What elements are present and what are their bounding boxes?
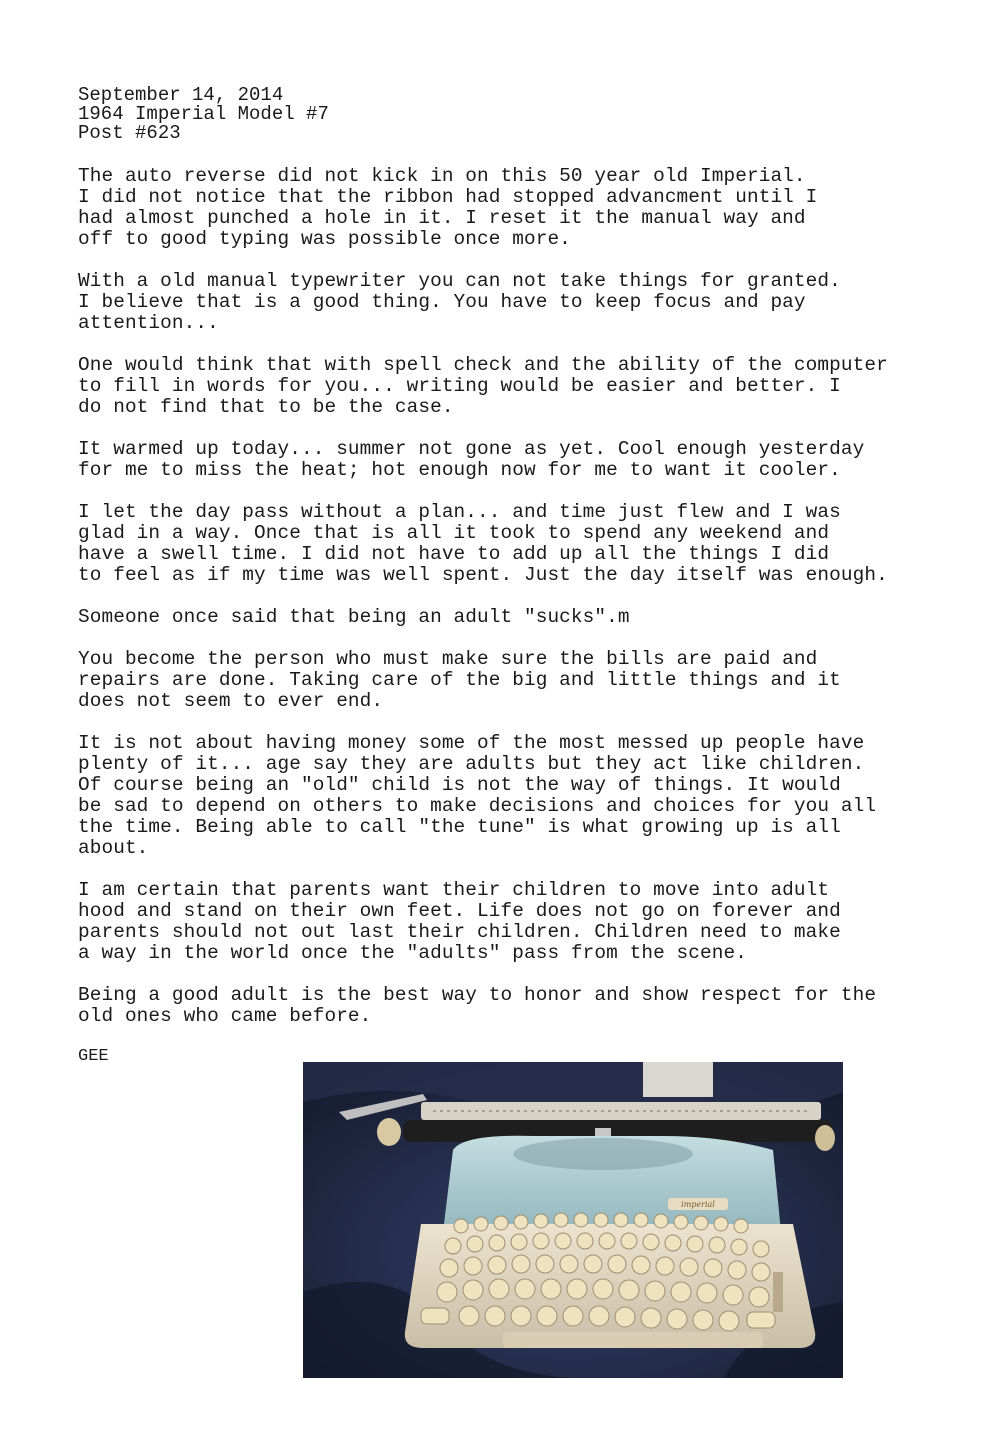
letter-header [78,86,329,143]
paper-bail [421,1102,821,1120]
paragraph-10: Being a good adult is the best way to honor and show respect for the old ones who came before. [78,984,877,1027]
paragraph-7: You become the person who must make sure the bills are paid and repairs are done. Taking care of the big and little things and it does not seem to ever end. [78,648,841,712]
paragraph-2: With a old manual typewriter you can not take things for granted. I believe that is a good thing. You have to keep focus and pay attention... [78,270,841,334]
letter-body [78,166,958,1048]
typewriter-illustration [303,1062,843,1378]
paragraph-3: One would think that with spell check and the ability of the computer to fill in words for you... writing would be easier and better. I do not find that to be the case. [78,354,888,418]
platen-knob-right [815,1125,835,1151]
post-number: Post #623 [78,122,181,144]
typewriter-photo [303,1062,843,1378]
paragraph-1: The auto reverse did not kick in on this 50 year old Imperial. I did not notice that the ribbon had stopped advancment until I had almost punched a hole in it. I reset it the manual way and off to good typing was possible once more. [78,165,818,250]
background-object [643,1062,713,1097]
paragraph-6: Someone once said that being an adult "sucks".m [78,606,630,628]
signature: GEE [78,1047,109,1066]
space-bar [503,1332,763,1348]
letter-date: September 14, 2014 [78,84,284,106]
paragraph-9: I am certain that parents want their children to move into adult hood and stand on their own feet. Life does not go on forever and parents should not out last their children. Children need to make a way in the world once the "adults" pass from the scene. [78,879,841,964]
typewriter-model: 1964 Imperial Model #7 [78,103,329,125]
paragraph-5: I let the day pass without a plan... and time just flew and I was glad in a way. Once that is all it took to spend any weekend and have a swell time. I did not have to add up all the things I did to feel as if my time was well spent. Just the day itself was enough. [78,501,888,586]
brand-label: imperial [681,1200,715,1209]
platen-knob-left [377,1118,401,1146]
paragraph-8: It is not about having money some of the most messed up people have plenty of it... age say they are adults but they act like children. Of course being an "old" child is not the way of things. It would be sad to depend on others to make decisions and choices for you all the time. Being able to call "the tune" is what growing up is all about. [78,732,877,859]
paragraph-4: It warmed up today... summer not gone as yet. Cool enough yesterday for me to miss the heat; hot enough now for me to want it cooler. [78,438,865,481]
